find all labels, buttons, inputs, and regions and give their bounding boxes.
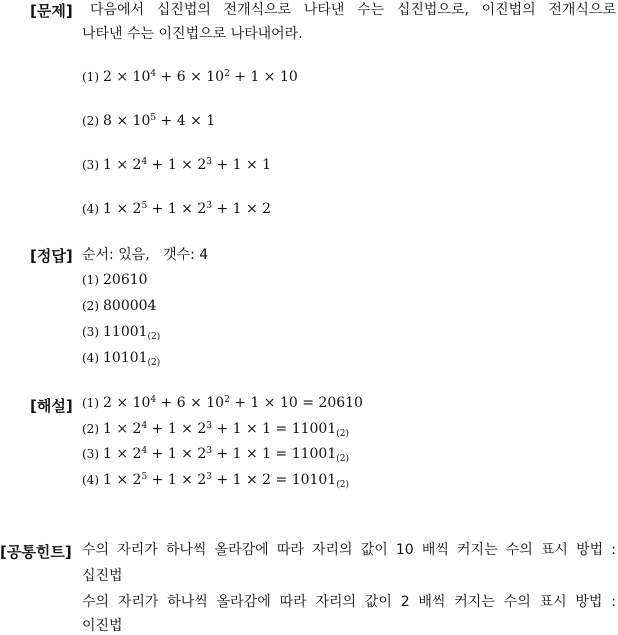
answer-item-1: (1) 20610 [82,272,148,288]
hint-line4: 이진법 [82,618,123,634]
hint-line2: 십진법 [82,568,123,584]
problem-item-3: (3) $1 \times 2^4 + 1 \times 2^3 + 1 \times 1$ [82,156,272,173]
explanation-item-3: (3) $1 \times 2^4 + 1 \times 2^3 + 1 \times 1 = 11001_{(2)}$ [82,445,349,465]
problem-item-4: (4) $1 \times 2^5 + 1 \times 2^3 + 1 \times 2$ [82,200,272,217]
problem-item-2: (2) $8 \times 10^5 + 4 \times 1$ [82,112,216,129]
answer-item-2: (2) 800004 [82,298,157,314]
problem-item-1: (1) $2 \times 10^4 + 6 \times 10^2 + 1 \times 10$ [82,68,298,85]
problem-text-line2: 나타낸 수는 이진법으로 나타내어라. [82,26,303,42]
answer-item-4: (4) $10101_{(2)}$ [82,350,161,369]
problem-text-line1: 다음에서 십진법의 전개식으로 나타낸 수는 십진법으로, 이진법의 전개식으로 [90,2,616,18]
answer-item-3: (3) $11001_{(2)}$ [82,324,161,343]
hint-line3: 수의 자리가 하나씩 올라감에 따라 자리의 값이 2 배씩 커지는 수의 표시 방법 : [82,594,616,610]
answer-summary: 순서: 있음, 갯수: 4 [82,247,209,263]
explanation-item-2: (2) $1 \times 2^4 + 1 \times 2^3 + 1 \times 1 = 11001_{(2)}$ [82,420,349,440]
hint-label: [공통힌트] [0,543,72,561]
answer-label: [정답] [30,247,73,265]
explanation-label: [해설] [30,397,73,415]
explanation-item-4: (4) $1 \times 2^5 + 1 \times 2^3 + 1 \times 2 = 10101_{(2)}$ [82,471,349,491]
hint-line1: 수의 자리가 하나씩 올라감에 따라 자리의 값이 10 배씩 커지는 수의 표시 방법 : [82,542,616,558]
explanation-item-1: (1) $2 \times 10^4 + 6 \times 10^2 + 1 \times 10 = 20610$ [82,394,363,411]
problem-label: [문제] [30,2,73,20]
